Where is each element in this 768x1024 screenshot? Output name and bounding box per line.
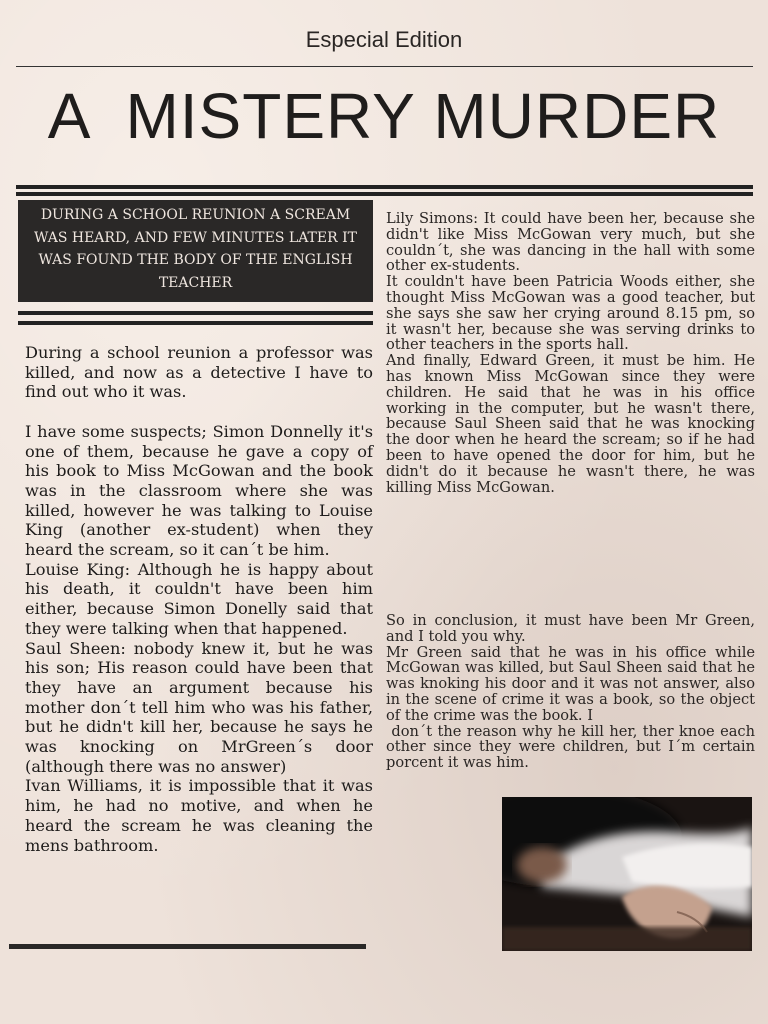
subheadline-box bbox=[18, 200, 373, 302]
conclusion-paragraph-3: don´t the reason why he kill her, ther knoe each other since they were children, but I´m certain porcent it was him. bbox=[386, 722, 760, 772]
left-paragraph-ivan: Ivan Williams, it is impossible that it was him, he had no motive, and when he heard the scream he was cleaning the mens bathroom. bbox=[25, 776, 373, 855]
conclusion-paragraph-2: Mr Green said that he was in his office while McGowan was killed, but Saul Sheen said that he was knoking his door and it was not answer, also in the scene of crime it was a book, so the object of the crime was the book. I bbox=[386, 643, 755, 724]
crime-scene-photo bbox=[502, 797, 752, 951]
left-paragraph-saul: Saul Sheen: nobody knew it, but he was his son; His reason could have been that they have an argument because his mother don´t tell him who was his father, but he didn't kill her, because he says he was knocking on MrGreen´s door (although there was no answer) bbox=[25, 638, 373, 776]
right-paragraph-edward: And finally, Edward Green, it must be him. He has known Miss McGowan since they were children. He said that he was in his office working in the computer, but he wasn't there, because Saul Sheen said that he was knocking the door when he heard the scream; so if he had been to have opened the door for him, but he didn't do it because he wasn't there, he was killing Miss McGowan. bbox=[386, 352, 755, 496]
left-paragraph-intro: During a school reunion a professor was killed, and now as a detective I have to find out who it was. bbox=[25, 343, 373, 402]
bottom-divider bbox=[9, 944, 366, 949]
headline-rule-lower bbox=[16, 192, 753, 196]
right-paragraph-lily: Lily Simons: It could have been her, because she didn't like Miss McGowan very much, but she couldn´t, she was dancing in the hall with some other ex-students. bbox=[386, 210, 755, 275]
headline-rule-upper bbox=[16, 185, 753, 189]
left-paragraph-louise: Louise King: Although he is happy about his death, it couldn't have been him either, because Simon Donelly said that they were talking when that happened. bbox=[25, 559, 373, 638]
right-article-column-top bbox=[386, 211, 755, 495]
page-title: A MISTERY MURDER bbox=[47, 80, 721, 152]
left-paragraph-simon: I have some suspects; Simon Donnelly it's one of them, because he gave a copy of his book to Miss McGowan and the book was in the classroom where she was killed, however he was talking to Louise King (another ex-student) when they heard the scream, so it can´t be him. bbox=[25, 421, 373, 560]
conclusion-paragraph-1: So in conclusion, it must have been Mr Green, and I told you why. bbox=[386, 612, 755, 645]
edition-label: Especial Edition bbox=[305, 27, 463, 52]
left-rule-upper bbox=[18, 311, 373, 315]
right-article-column-conclusion bbox=[386, 612, 760, 772]
subheadline-text: DURING A SCHOOL REUNION A SCREAM WAS HEARD, AND FEW MINUTES LATER IT WAS FOUND THE BODY OF THE ENGLISH TEACHER bbox=[34, 207, 357, 291]
right-paragraph-patricia: It couldn't have been Patricia Woods either, she thought Miss McGowan was a good teacher, but she says she saw her crying around 8.15 pm, so it wasn't her, because she was serving drinks to other teachers in the sports hall. bbox=[386, 273, 755, 354]
left-article-column bbox=[25, 343, 373, 855]
header-divider bbox=[16, 66, 753, 67]
left-rule-lower bbox=[18, 321, 373, 325]
body-under-sheet-illustration bbox=[502, 797, 752, 951]
